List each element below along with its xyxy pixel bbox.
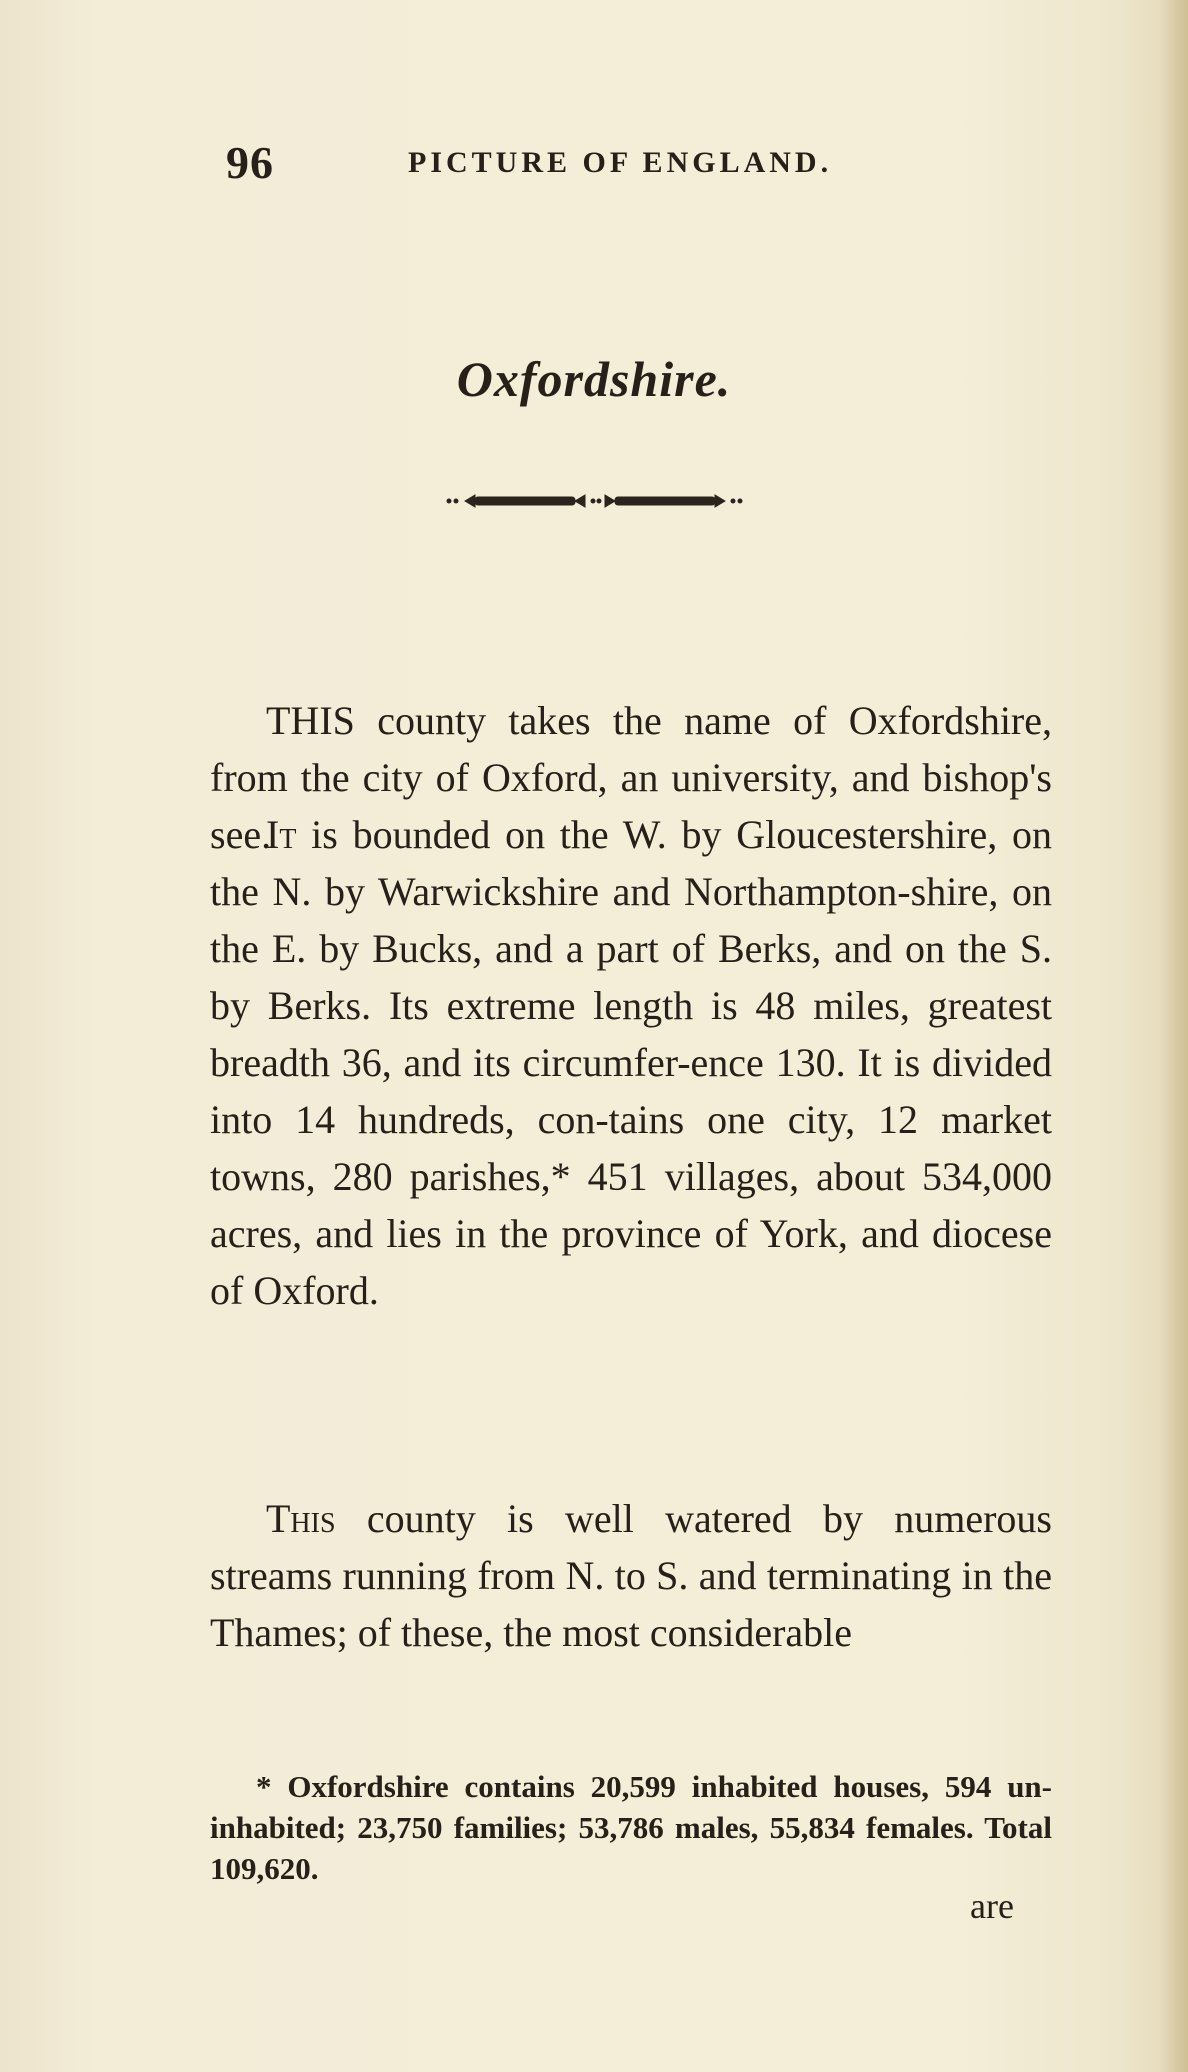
footnote-text: * Oxfordshire contains 20,599 inhabited houses, 594 un-inhabited; 23,750 families; 53,786 males, 55,834 females. Total 109,620. xyxy=(210,1769,1052,1886)
running-head xyxy=(0,128,1188,188)
paragraph-2-text xyxy=(210,806,1052,1319)
running-title: PICTURE OF ENGLAND. xyxy=(408,146,833,179)
paragraph-2-lead: It xyxy=(266,812,297,857)
catchword: are xyxy=(970,1886,1014,1926)
paragraph-2 xyxy=(210,806,1052,1319)
paragraph-3-body: county is well watered by numerous streams running from N. to S. and terminating in the Thames; of these, the most considerable xyxy=(210,1496,1052,1655)
footnote xyxy=(210,1766,1052,1889)
paragraph-3 xyxy=(210,1490,1052,1661)
paragraph-2-body: is bounded on the W. by Gloucestershire, on the N. by Warwickshire and Northampton-shire, on the E. by Bucks, and a part of Berks, and on the S. by Berks. Its extreme length is 48 miles, greatest breadth 36, and its circumfer-ence 130. It is divided into 14 hundreds, con-tains one city, 12 market towns, 280 parishes,* 451 villages, about 534,000 acres, and lies in the province of York, and diocese of Oxford. xyxy=(210,812,1052,1313)
paragraph-3-lead: This xyxy=(266,1496,336,1541)
paragraph-3-text xyxy=(210,1490,1052,1661)
ornament-rule-icon xyxy=(445,486,745,516)
paragraph-1-body: THIS county takes the name of Oxfordshire, from the city of Oxford, an university, and bishop's see. xyxy=(210,698,1052,857)
page-edge-shadow xyxy=(1160,0,1188,2072)
page-number: 96 xyxy=(226,137,274,188)
county-heading: Oxfordshire. xyxy=(456,351,732,407)
